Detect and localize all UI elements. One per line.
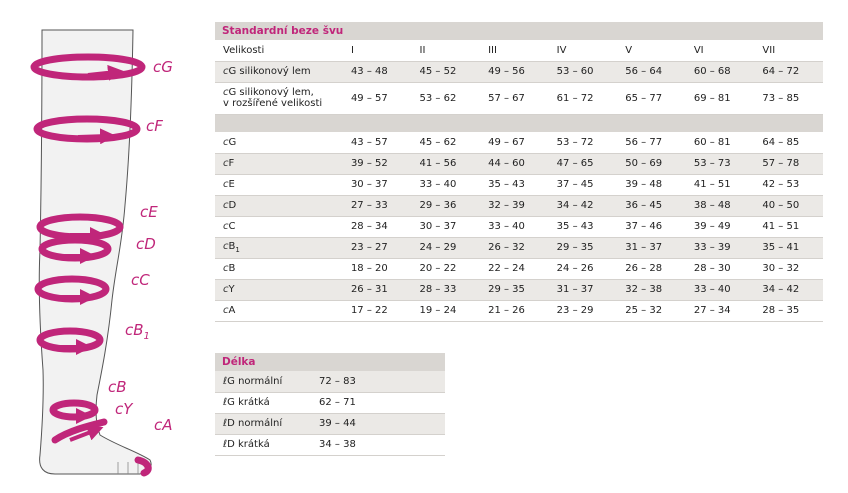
row-label [215,82,343,114]
table-row [215,132,823,153]
table-cell: 53 – 73 [686,153,755,174]
table-title: Standardní beze švu [215,22,823,40]
table-row [215,216,823,237]
row-label [215,61,343,82]
table-cell: 17 – 22 [343,300,412,321]
table-row [215,82,823,114]
table-cell: 73 – 85 [754,82,823,114]
column-header-size: V [617,40,686,61]
table-cell: 65 – 77 [617,82,686,114]
measure-symbol: c [223,158,229,169]
column-header-sizes: Velikosti [215,40,343,61]
row-label [215,279,343,300]
table-cell: 40 – 50 [754,195,823,216]
table-cell: 72 – 83 [311,371,445,392]
table-cell: 60 – 68 [686,61,755,82]
row-label-text: F [228,158,235,169]
row-label [215,300,343,321]
measure-symbol: ℓ [223,397,228,408]
table-row [215,61,823,82]
row-label [215,174,343,195]
table-cell: 56 – 77 [617,132,686,153]
table-cell: 38 – 48 [686,195,755,216]
table-cell: 35 – 43 [480,174,549,195]
column-header-size: VII [754,40,823,61]
table-cell: 33 – 39 [686,237,755,258]
measure-symbol: c [223,200,229,211]
leg-label-g: cG [153,58,173,76]
row-label [215,258,343,279]
measure-symbol: ℓ [223,418,228,429]
column-header-size: I [343,40,412,61]
table-cell: 28 – 30 [686,258,755,279]
table-cell: 28 – 35 [754,300,823,321]
table-row [215,153,823,174]
row-label-text: E [228,179,235,190]
row-label [215,434,311,455]
column-header-size: IV [549,40,618,61]
table-cell: 29 – 36 [412,195,481,216]
row-label [215,153,343,174]
table-cell: 27 – 34 [686,300,755,321]
table-cell: 37 – 45 [549,174,618,195]
table-cell: 39 – 49 [686,216,755,237]
measure-symbol: c [223,284,229,295]
table-cell: 44 – 60 [480,153,549,174]
table-header-row [215,40,823,61]
table-cell: 43 – 48 [343,61,412,82]
table-cell: 22 – 24 [480,258,549,279]
table-cell: 42 – 53 [754,174,823,195]
row-label-text-2: v rozšířené velikosti [223,98,323,109]
table-cell: 18 – 20 [343,258,412,279]
table-cell: 29 – 35 [549,237,618,258]
table-row [215,300,823,321]
table-row [215,195,823,216]
table-cell: 37 – 46 [617,216,686,237]
table-cell: 31 – 37 [617,237,686,258]
table-cell: 64 – 72 [754,61,823,82]
table-cell: 30 – 37 [412,216,481,237]
measure-symbol: c [223,241,229,252]
table-cell: 23 – 29 [549,300,618,321]
column-header-size: VI [686,40,755,61]
row-label [215,195,343,216]
table-cell: 53 – 60 [549,61,618,82]
table-cell: 24 – 26 [549,258,618,279]
row-label [215,237,343,258]
table-cell: 36 – 45 [617,195,686,216]
measure-symbol: ℓ [223,439,228,450]
row-label-text: G silikonový lem, [228,87,314,98]
table-cell: 41 – 56 [412,153,481,174]
table-cell: 33 – 40 [480,216,549,237]
table-cell: 32 – 38 [617,279,686,300]
leg-label-y: cY [115,400,133,418]
column-header-size: III [480,40,549,61]
table-cell: 61 – 72 [549,82,618,114]
measure-symbol: c [223,66,229,77]
table-cell: 41 – 51 [754,216,823,237]
length-table [215,353,445,456]
measure-symbol: c [223,179,229,190]
table-cell: 47 – 65 [549,153,618,174]
table-cell: 24 – 29 [412,237,481,258]
leg-label-f: cF [146,117,163,135]
table-cell: 62 – 71 [311,392,445,413]
table-cell: 26 – 31 [343,279,412,300]
table-row [215,258,823,279]
leg-label-a: cA [154,416,173,434]
table-cell: 53 – 72 [549,132,618,153]
row-label [215,413,311,434]
table-cell: 43 – 57 [343,132,412,153]
table-cell: 53 – 62 [412,82,481,114]
table-cell: 20 – 22 [412,258,481,279]
measure-symbol: c [223,305,229,316]
row-label-text: B [228,241,236,252]
leg-measurement-illustration [0,0,205,493]
table-row [215,413,445,434]
measure-symbol: ℓ [223,375,228,387]
table-cell: 49 – 67 [480,132,549,153]
table-cell: 34 – 42 [549,195,618,216]
table-row [215,174,823,195]
table-cell: 29 – 35 [480,279,549,300]
table-cell: 39 – 52 [343,153,412,174]
row-label-text: G [228,136,237,148]
table-cell: 69 – 81 [686,82,755,114]
table-cell: 21 – 26 [480,300,549,321]
row-label-subscript: 1 [235,246,240,254]
table-cell: 26 – 32 [480,237,549,258]
row-label-text: D normální [227,418,283,429]
table-cell: 33 – 40 [412,174,481,195]
table-row [215,279,823,300]
table-cell: 27 – 33 [343,195,412,216]
table-cell: 64 – 85 [754,132,823,153]
table-cell: 41 – 51 [686,174,755,195]
measure-symbol: c [223,87,229,98]
table-cell: 39 – 44 [311,413,445,434]
row-label-text: C [228,221,236,232]
table-cell: 28 – 33 [412,279,481,300]
table-title-row [215,22,823,40]
table-cell: 35 – 41 [754,237,823,258]
measure-symbol: c [223,136,229,148]
table-cell: 25 – 32 [617,300,686,321]
table-cell: 56 – 64 [617,61,686,82]
table-row [215,434,445,455]
table-cell: 19 – 24 [412,300,481,321]
table-cell: 28 – 34 [343,216,412,237]
leg-label-b: cB [108,378,127,396]
leg-label-d: cD [136,235,156,253]
row-label-text: G krátká [227,397,270,408]
table-cell: 49 – 57 [343,82,412,114]
row-label-text: D krátká [227,439,270,450]
leg-label-b1: $cB_1$ [125,321,150,342]
table-cell: 50 – 69 [617,153,686,174]
measure-symbol: c [223,221,229,232]
arrow-f [78,136,108,137]
table-cell: 34 – 42 [754,279,823,300]
row-label [215,392,311,413]
table-title: Délka [215,353,445,371]
table-separator [215,114,823,132]
table-cell: 60 – 81 [686,132,755,153]
size-table [215,22,823,322]
table-cell: 45 – 52 [412,61,481,82]
column-header-size: II [412,40,481,61]
table-cell: 49 – 56 [480,61,549,82]
table-title-row [215,353,445,371]
table-cell: 32 – 39 [480,195,549,216]
table-cell: 31 – 37 [549,279,618,300]
table-cell: 57 – 78 [754,153,823,174]
row-label-text: B [228,263,236,274]
row-label-text: Y [228,284,235,295]
leg-label-c: cC [131,271,150,289]
row-label [215,371,311,392]
table-cell: 23 – 27 [343,237,412,258]
table-cell: 26 – 28 [617,258,686,279]
table-cell: 30 – 32 [754,258,823,279]
table-row [215,371,445,392]
table-cell: 30 – 37 [343,174,412,195]
table-cell: 39 – 48 [617,174,686,195]
row-label [215,132,343,153]
row-label [215,216,343,237]
table-row [215,392,445,413]
table-cell: 33 – 40 [686,279,755,300]
table-cell: 34 – 38 [311,434,445,455]
row-label-text: D [228,200,237,211]
table-row [215,237,823,258]
row-label-text: A [228,305,236,316]
table-cell: 57 – 67 [480,82,549,114]
measure-symbol: c [223,263,229,274]
leg-label-e: cE [140,203,158,221]
row-label-text: G normální [227,375,283,387]
table-cell: 35 – 43 [549,216,618,237]
table-cell: 45 – 62 [412,132,481,153]
row-label-text: G silikonový lem [228,66,311,77]
